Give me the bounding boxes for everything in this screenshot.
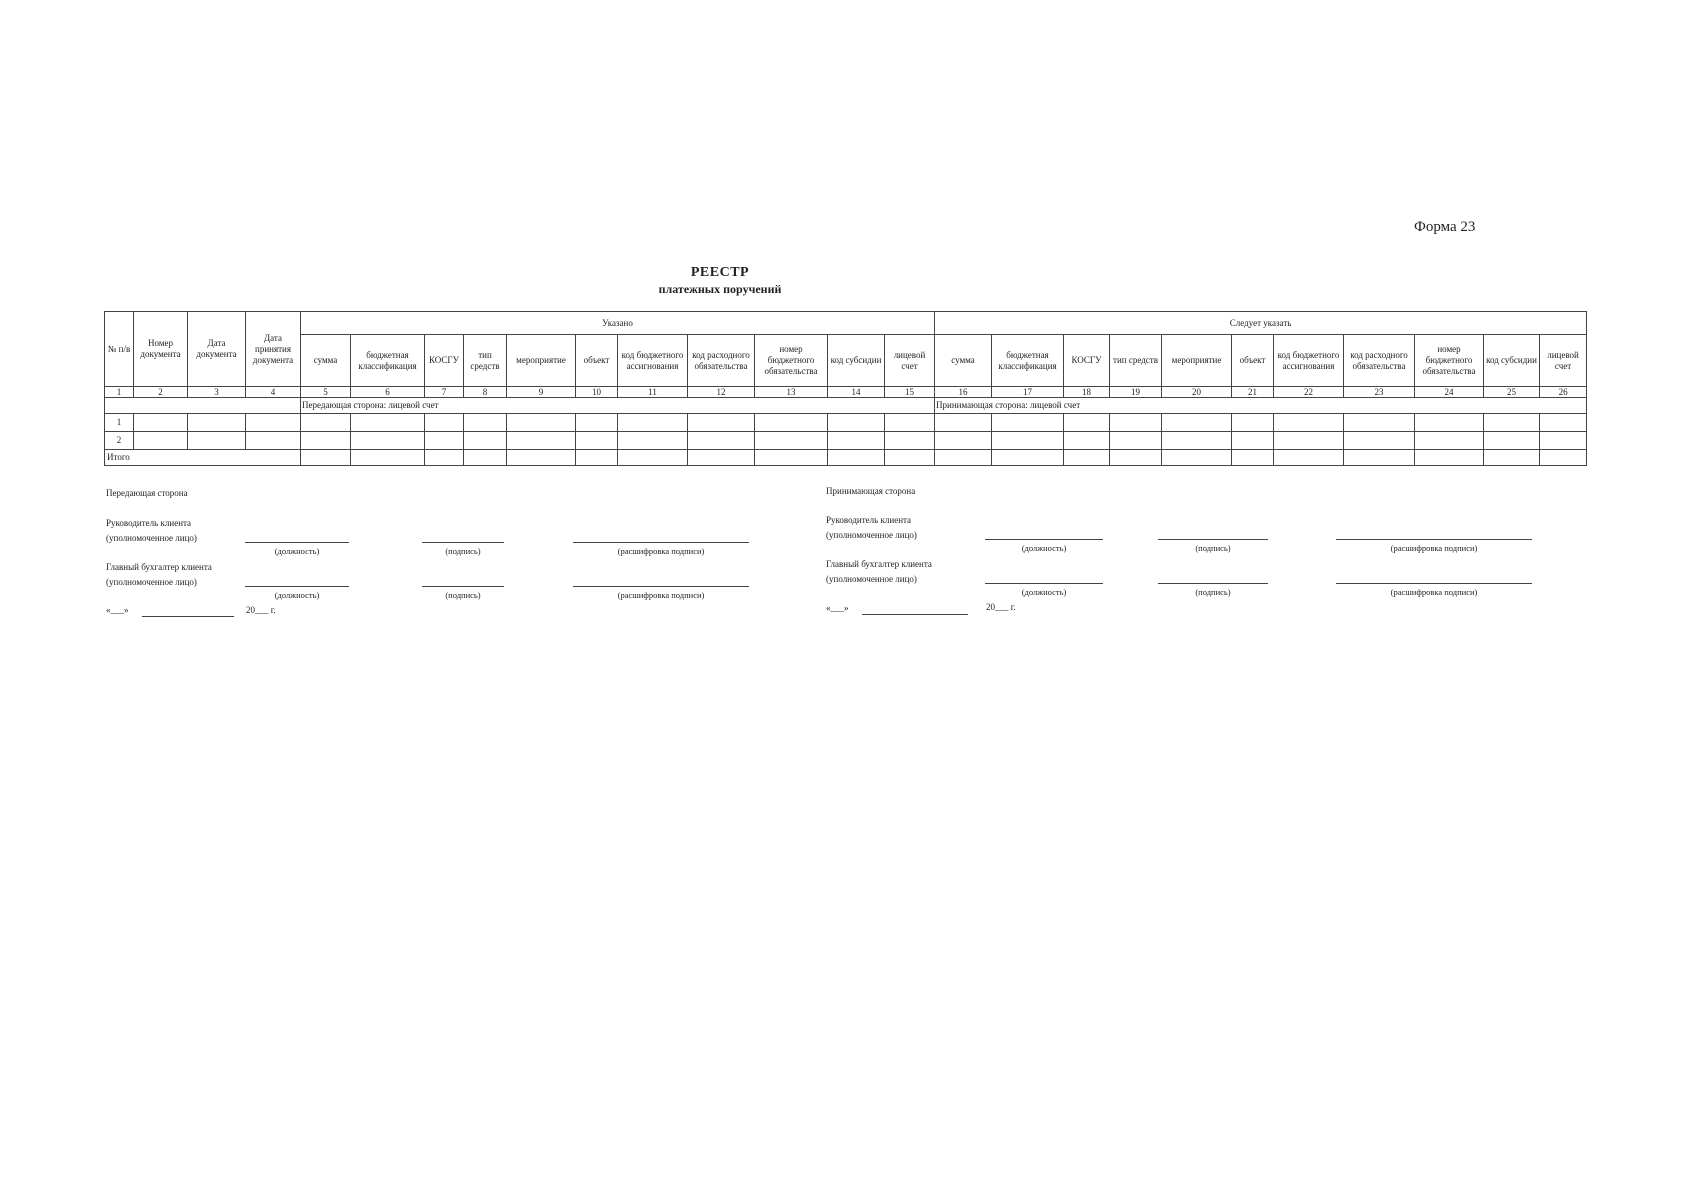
column-number: 16 <box>935 387 992 398</box>
empty-cell[interactable] <box>464 414 507 432</box>
date-month-line[interactable] <box>142 616 234 617</box>
table-row <box>105 414 1587 432</box>
header-group-indicated: Указано <box>301 312 935 335</box>
header-sub-cell: сумма <box>935 335 992 387</box>
empty-cell[interactable] <box>1064 414 1110 432</box>
empty-cell[interactable] <box>885 414 935 432</box>
empty-cell[interactable] <box>576 432 618 450</box>
empty-cell[interactable] <box>351 432 425 450</box>
empty-cell[interactable] <box>301 414 351 432</box>
decode-line[interactable] <box>1336 583 1532 584</box>
receiving-side-title: Принимающая сторона <box>826 486 916 496</box>
signature-caption: (подпись) <box>1195 587 1231 597</box>
table-row <box>105 432 1587 450</box>
column-number: 8 <box>464 387 507 398</box>
empty-cell[interactable] <box>1415 432 1484 450</box>
empty-cell[interactable] <box>935 450 992 466</box>
empty-cell[interactable] <box>425 414 464 432</box>
empty-cell[interactable] <box>246 414 301 432</box>
empty-cell[interactable] <box>1110 432 1162 450</box>
signature-line[interactable] <box>1158 539 1268 540</box>
column-number: 10 <box>576 387 618 398</box>
document-subtitle: платежных поручений <box>658 282 782 296</box>
header-row-sub <box>105 335 1587 387</box>
header-sub-cell: бюджетная классификация <box>992 335 1064 387</box>
empty-cell[interactable] <box>1540 432 1587 450</box>
column-number: 22 <box>1274 387 1344 398</box>
position-caption: (должность) <box>1021 587 1067 597</box>
empty-cell[interactable] <box>576 450 618 466</box>
column-number: 12 <box>688 387 755 398</box>
column-number: 11 <box>618 387 688 398</box>
column-number: 5 <box>301 387 351 398</box>
empty-cell[interactable] <box>351 414 425 432</box>
empty-cell[interactable] <box>1162 432 1232 450</box>
empty-cell[interactable] <box>885 450 935 466</box>
receiving-side-signatures <box>826 484 1546 624</box>
column-number: 19 <box>1110 387 1162 398</box>
side-spacer <box>105 398 301 414</box>
empty-cell[interactable] <box>935 414 992 432</box>
column-number: 1 <box>105 387 134 398</box>
empty-cell[interactable] <box>134 432 188 450</box>
header-sub-cell: код бюджетного ассигнования <box>618 335 688 387</box>
header-row-groups <box>105 312 1587 335</box>
date-month-line[interactable] <box>862 614 968 615</box>
date-day: «___» <box>106 605 129 615</box>
empty-cell[interactable] <box>507 450 576 466</box>
header-sub-cell: объект <box>1232 335 1274 387</box>
empty-cell[interactable] <box>618 450 688 466</box>
empty-cell[interactable] <box>1540 414 1587 432</box>
empty-cell[interactable] <box>755 432 828 450</box>
header-sub-cell: номер бюджетного обязательства <box>1415 335 1484 387</box>
total-label: Итого <box>105 450 301 466</box>
header-sub-cell: код субсидии <box>1484 335 1540 387</box>
empty-cell[interactable] <box>828 432 885 450</box>
date-year: 20___ г. <box>246 605 276 615</box>
date-year: 20___ г. <box>986 602 1016 612</box>
empty-cell[interactable] <box>1344 414 1415 432</box>
empty-cell[interactable] <box>1232 432 1274 450</box>
header-col-num: № п/в <box>105 312 134 387</box>
document-title-block <box>560 265 880 297</box>
empty-cell[interactable] <box>1110 414 1162 432</box>
header-sub-cell: бюджетная классификация <box>351 335 425 387</box>
position-caption: (должность) <box>274 590 320 600</box>
column-number: 14 <box>828 387 885 398</box>
accountant-label: Главный бухгалтер клиента <box>826 559 932 569</box>
total-row <box>105 450 1587 466</box>
empty-cell[interactable] <box>688 450 755 466</box>
empty-cell[interactable] <box>1274 450 1344 466</box>
empty-cell[interactable] <box>1344 432 1415 450</box>
empty-cell[interactable] <box>1162 450 1232 466</box>
column-number: 13 <box>755 387 828 398</box>
empty-cell[interactable] <box>464 432 507 450</box>
empty-cell[interactable] <box>425 450 464 466</box>
column-number: 24 <box>1415 387 1484 398</box>
header-sub-cell: мероприятие <box>507 335 576 387</box>
empty-cell[interactable] <box>1064 432 1110 450</box>
empty-cell[interactable] <box>688 432 755 450</box>
empty-cell[interactable] <box>1484 414 1540 432</box>
decode-caption: (расшифровка подписи) <box>617 590 705 600</box>
column-number: 15 <box>885 387 935 398</box>
side-labels-row <box>105 398 1587 414</box>
row-number: 1 <box>105 414 134 432</box>
empty-cell[interactable] <box>992 450 1064 466</box>
header-sub-cell: код бюджетного ассигнования <box>1274 335 1344 387</box>
empty-cell[interactable] <box>1415 414 1484 432</box>
empty-cell[interactable] <box>1274 432 1344 450</box>
empty-cell[interactable] <box>1540 450 1587 466</box>
column-number: 18 <box>1064 387 1110 398</box>
column-number: 2 <box>134 387 188 398</box>
receiving-side-label: Принимающая сторона: лицевой счет <box>935 398 1587 414</box>
decode-caption: (расшифровка подписи) <box>1390 543 1478 553</box>
sending-side-title: Передающая сторона <box>106 488 188 498</box>
empty-cell[interactable] <box>1064 450 1110 466</box>
empty-cell[interactable] <box>618 432 688 450</box>
column-number: 4 <box>246 387 301 398</box>
empty-cell[interactable] <box>992 414 1064 432</box>
position-caption: (должность) <box>1021 543 1067 553</box>
signature-caption: (подпись) <box>445 590 481 600</box>
header-col-doc-number: Номер документа <box>134 312 188 387</box>
sending-side-label: Передающая сторона: лицевой счет <box>301 398 935 414</box>
head-label: Руководитель клиента <box>826 515 912 525</box>
empty-cell[interactable] <box>464 450 507 466</box>
sending-side-signatures <box>106 486 766 626</box>
header-sub-cell: тип средств <box>464 335 507 387</box>
decode-line[interactable] <box>1336 539 1532 540</box>
authorized-label: (уполномоченное лицо) <box>826 530 917 540</box>
header-sub-cell: лицевой счет <box>885 335 935 387</box>
empty-cell[interactable] <box>755 450 828 466</box>
header-col-doc-date: Дата документа <box>188 312 246 387</box>
empty-cell[interactable] <box>188 432 246 450</box>
decode-line[interactable] <box>573 586 749 587</box>
signature-caption: (подпись) <box>445 546 481 556</box>
empty-cell[interactable] <box>992 432 1064 450</box>
empty-cell[interactable] <box>618 414 688 432</box>
header-sub-cell: объект <box>576 335 618 387</box>
signature-caption: (подпись) <box>1195 543 1231 553</box>
empty-cell[interactable] <box>755 414 828 432</box>
decode-caption: (расшифровка подписи) <box>1390 587 1478 597</box>
position-line[interactable] <box>245 586 349 587</box>
empty-cell[interactable] <box>134 414 188 432</box>
header-sub-cell: код расходного обязательства <box>1344 335 1415 387</box>
column-number: 25 <box>1484 387 1540 398</box>
position-line[interactable] <box>985 583 1103 584</box>
header-sub-cell: КОСГУ <box>425 335 464 387</box>
header-sub-cell: лицевой счет <box>1540 335 1587 387</box>
empty-cell[interactable] <box>576 414 618 432</box>
position-caption: (должность) <box>274 546 320 556</box>
accountant-label: Главный бухгалтер клиента <box>106 562 212 572</box>
empty-cell[interactable] <box>935 432 992 450</box>
empty-cell[interactable] <box>828 414 885 432</box>
empty-cell[interactable] <box>507 432 576 450</box>
empty-cell[interactable] <box>688 414 755 432</box>
signature-line[interactable] <box>422 542 504 543</box>
column-number: 3 <box>188 387 246 398</box>
empty-cell[interactable] <box>507 414 576 432</box>
empty-cell[interactable] <box>351 450 425 466</box>
column-number: 26 <box>1540 387 1587 398</box>
empty-cell[interactable] <box>1162 414 1232 432</box>
column-number: 7 <box>425 387 464 398</box>
empty-cell[interactable] <box>1484 450 1540 466</box>
empty-cell[interactable] <box>1344 450 1415 466</box>
column-number: 20 <box>1162 387 1232 398</box>
row-number: 2 <box>105 432 134 450</box>
column-number: 23 <box>1344 387 1415 398</box>
empty-cell[interactable] <box>1232 414 1274 432</box>
header-sub-cell: тип средств <box>1110 335 1162 387</box>
empty-cell[interactable] <box>1232 450 1274 466</box>
form-number: Форма 23 <box>1414 219 1476 235</box>
header-sub-cell: мероприятие <box>1162 335 1232 387</box>
empty-cell[interactable] <box>1110 450 1162 466</box>
registry-table <box>104 311 1587 466</box>
empty-cell[interactable] <box>1415 450 1484 466</box>
position-line[interactable] <box>245 542 349 543</box>
column-number: 6 <box>351 387 425 398</box>
header-sub-cell: сумма <box>301 335 351 387</box>
empty-cell[interactable] <box>188 414 246 432</box>
empty-cell[interactable] <box>828 450 885 466</box>
header-sub-cell: номер бюджетного обязательства <box>755 335 828 387</box>
empty-cell[interactable] <box>1484 432 1540 450</box>
column-numbers-row <box>105 387 1587 398</box>
head-label: Руководитель клиента <box>106 518 192 528</box>
header-sub-cell: код субсидии <box>828 335 885 387</box>
column-number: 9 <box>507 387 576 398</box>
header-col-accept-date: Дата принятия документа <box>246 312 301 387</box>
date-day: «___» <box>826 603 849 613</box>
document-title: РЕЕСТР <box>690 265 750 280</box>
authorized-label: (уполномоченное лицо) <box>826 574 917 584</box>
header-sub-cell: КОСГУ <box>1064 335 1110 387</box>
column-number: 17 <box>992 387 1064 398</box>
column-number: 21 <box>1232 387 1274 398</box>
decode-caption: (расшифровка подписи) <box>617 546 705 556</box>
header-sub-cell: код расходного обязательства <box>688 335 755 387</box>
empty-cell[interactable] <box>1274 414 1344 432</box>
authorized-label: (уполномоченное лицо) <box>106 533 197 543</box>
position-line[interactable] <box>985 539 1103 540</box>
header-group-should: Следует указать <box>935 312 1587 335</box>
empty-cell[interactable] <box>301 450 351 466</box>
empty-cell[interactable] <box>246 432 301 450</box>
signature-line[interactable] <box>422 586 504 587</box>
empty-cell[interactable] <box>425 432 464 450</box>
empty-cell[interactable] <box>301 432 351 450</box>
empty-cell[interactable] <box>885 432 935 450</box>
decode-line[interactable] <box>573 542 749 543</box>
authorized-label: (уполномоченное лицо) <box>106 577 197 587</box>
signature-line[interactable] <box>1158 583 1268 584</box>
